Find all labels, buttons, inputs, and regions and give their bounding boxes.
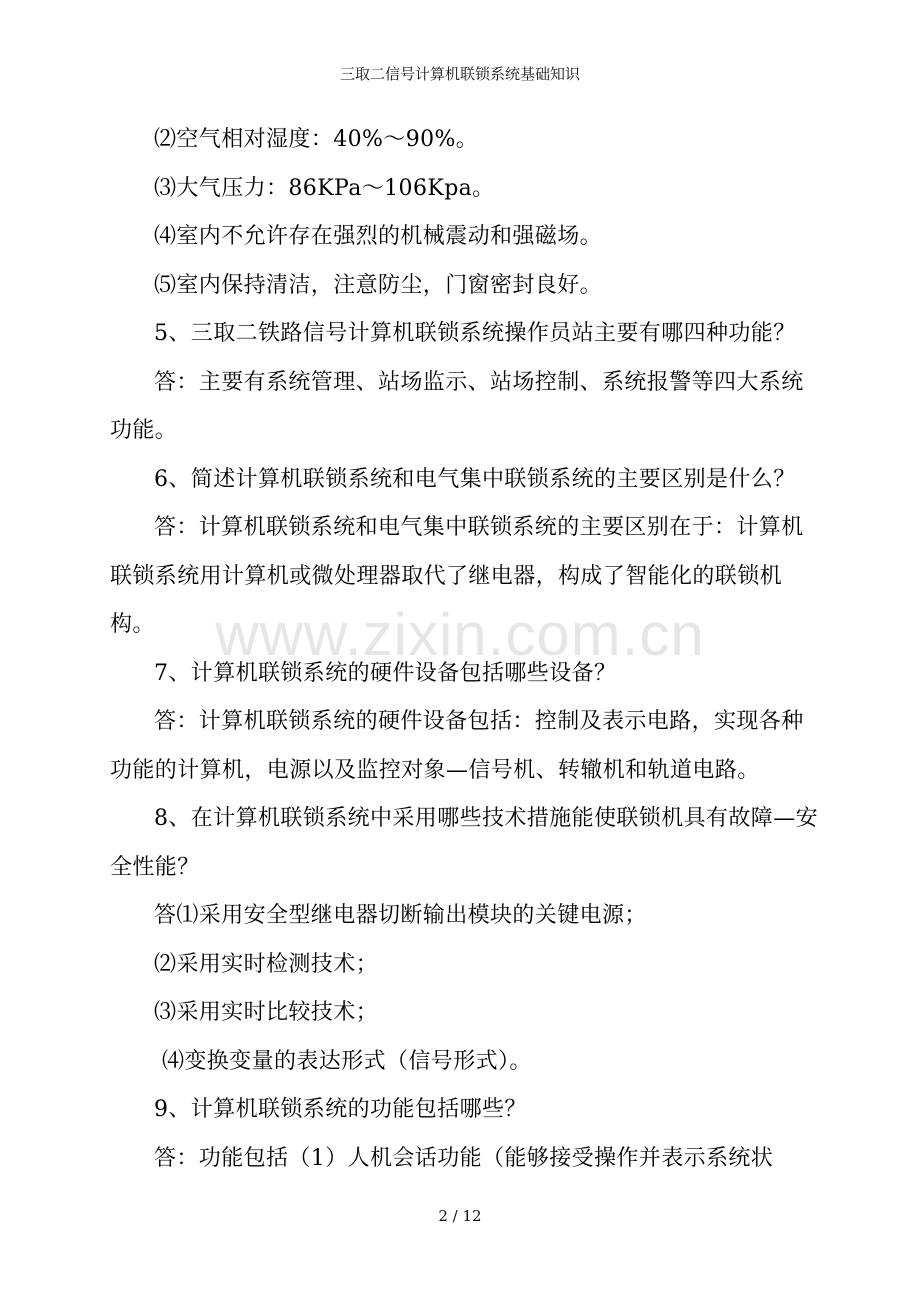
answer-5: 答：主要有系统管理、站场监示、站场控制、系统报警等四大系统功能。 (110, 369, 804, 443)
paragraph-cleanliness: ⑸室内保持清洁，注意防尘，门窗密封良好。 (154, 272, 603, 298)
question-8: 8、在计算机联锁系统中采用哪些技术措施能使联锁机具有故障—安全性能？ (110, 806, 818, 880)
page-header-title: 三取二信号计算机联锁系统基础知识 (339, 65, 580, 83)
page-number: 2 / 12 (438, 1207, 482, 1225)
watermark-text: www.zixin.com.cn (215, 601, 705, 668)
question-7: 7、计算机联锁系统的硬件设备包括哪些设备？ (154, 660, 617, 686)
answer-9: 答：功能包括（1）人机会话功能（能够接受操作并表示系统状 (154, 1145, 774, 1171)
paragraph-vibration: ⑷室内不允许存在强烈的机械震动和强磁场。 (154, 224, 603, 249)
answer-8-item-3: ⑶采用实时比较技术； (154, 1000, 379, 1025)
document-body (110, 116, 822, 1183)
answer-8-item-4: ⑷变换变量的表达形式（信号形式）。 (162, 1048, 532, 1074)
paragraph-humidity: ⑵空气相对湿度：40%～90%。 (154, 127, 479, 152)
paragraph-pressure: ⑶大气压力：86KPa～106Kpa。 (154, 175, 495, 201)
question-5: 5、三取二铁路信号计算机联锁系统操作员站主要有哪四种功能？ (154, 321, 796, 346)
answer-7: 答：计算机联锁系统的硬件设备包括：控制及表示电路，实现各种功能的计算机，电源以及监控对象—信号机、转辙机和轨道电路。 (110, 709, 804, 783)
question-6: 6、简述计算机联锁系统和电气集中联锁系统的主要区别是什么？ (154, 466, 796, 492)
answer-8-item-1: 答⑴采用安全型继电器切断输出模块的关键电源； (154, 903, 647, 928)
answer-8-item-2: ⑵采用实时检测技术； (154, 951, 379, 977)
answer-6: 答：计算机联锁系统和电气集中联锁系统的主要区别在于：计算机联锁系统用计算机或微处理器取代了继电器，构成了智能化的联锁机构。 (110, 515, 804, 637)
question-9: 9、计算机联锁系统的功能包括哪些？ (154, 1097, 527, 1122)
